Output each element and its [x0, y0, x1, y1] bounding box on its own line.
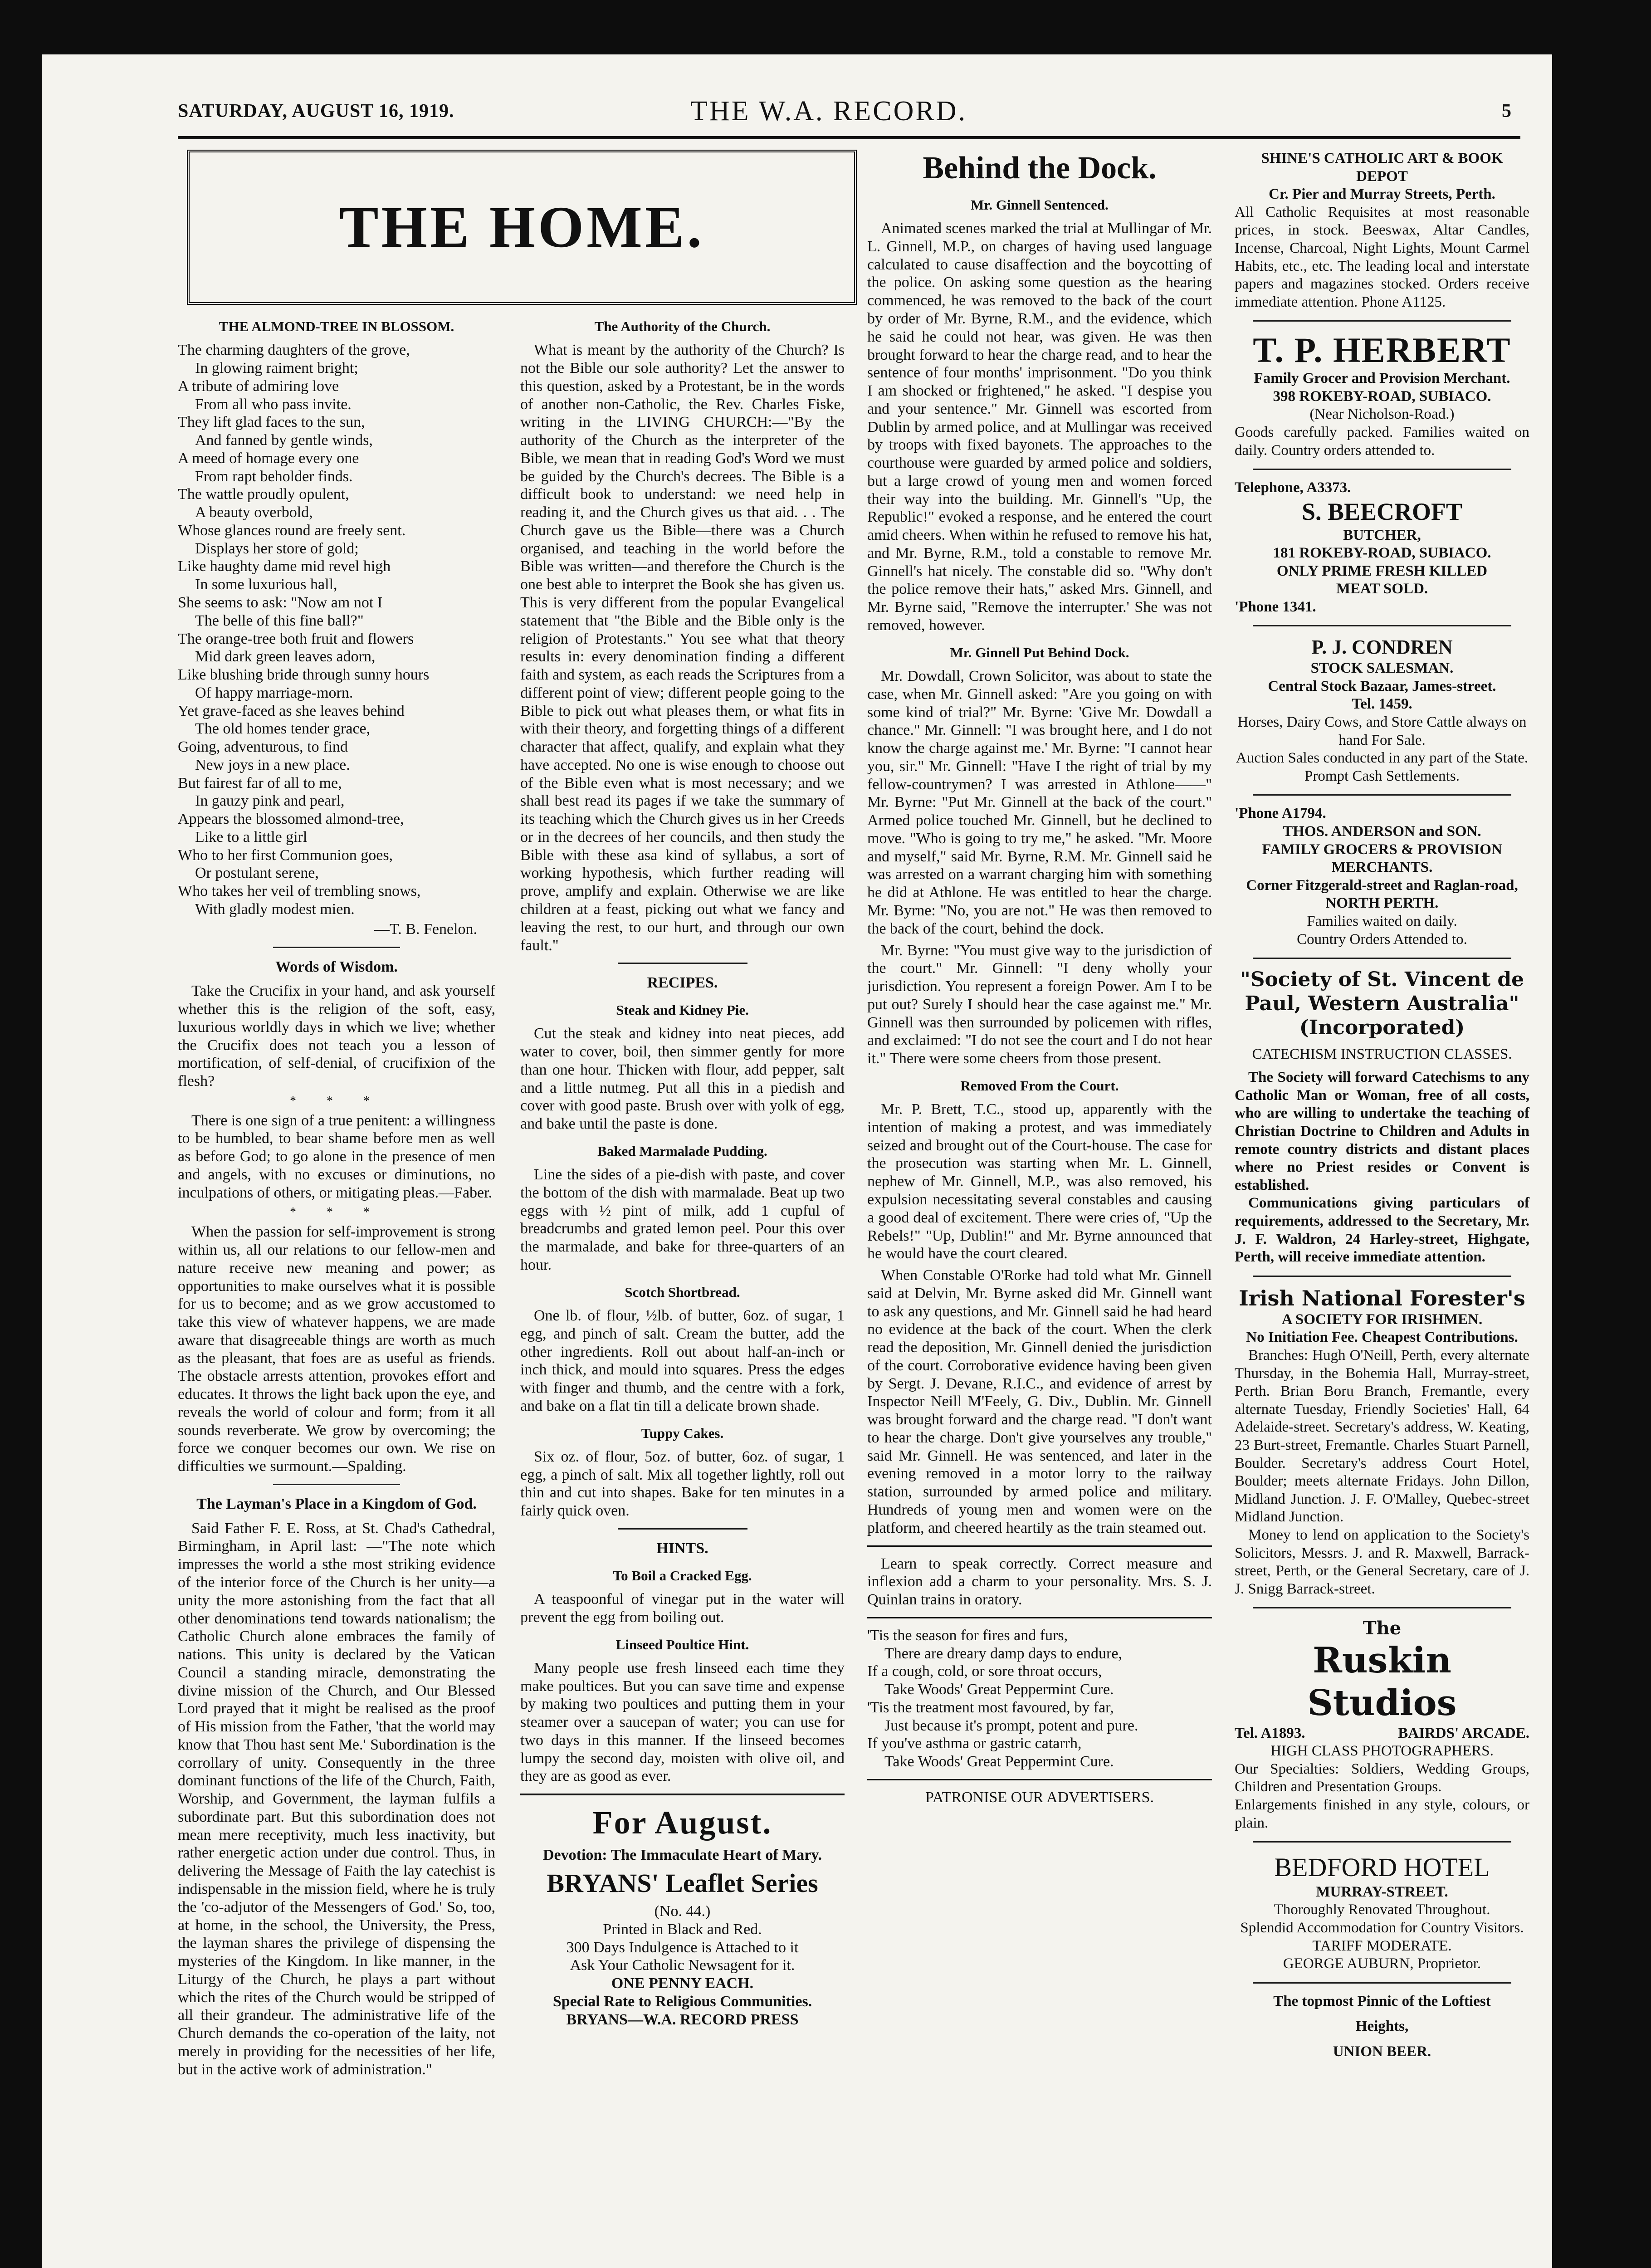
ad-name: UNION BEER. [1333, 2043, 1431, 2060]
article-paragraph: Mr. Byrne: "You must give way to the jurisdiction of the court." Mr. Ginnell: "I deny wholly your jurisdiction. You represent a foreign Power. Am I to be put out? Surely I should hear the case against me." Mr. Ginnell was then surrounded by policemen with rifles, and exclaimed: "I do not see the court and I do not hear it." There were some cheers from those present. [867, 942, 1212, 1067]
ad-address: MURRAY-STREET. [1316, 1883, 1448, 1900]
st-vincent-ad [1235, 968, 1529, 1266]
the-home-banner [187, 150, 857, 305]
ad-text: (Near Nicholson-Road.) [1309, 406, 1455, 423]
verse-line: She seems to ask: "Now am not I [178, 594, 383, 611]
behind-dock-title: Behind the Dock. [923, 151, 1157, 186]
layman-paragraph: Said Father F. E. Ross, at St. Chad's Cathedral, Birmingham, in April last: —"The note which impresses the world a sthe most striking evidence of the interior force of the Church is her unity—a unity the more astonishing from the fact that all other denominations tend towards nationalism; the Catholic Church alone embraces the family of nations. This unity is declared by the Vatican Council a standing miracle, demonstrating the divine mission of the Church, and Our Blessed Lord prayed that it might be realised as the proof of His mission from the Father, 'that the world may know that Thou hast sent Me.' Subordination is the corrollary of unity. Consequently in the three dominant functions of the life of the Church, Faith, Worship, and Government, the layman fulfils a subordinate part. But this subordination does not mean mere receptivity, much less inactivity, but rather energetic action under due control. Thus, in delivering the Message of Faith the lay catechist is indispensable in the mission field, where he is truly the 'co-adjutor of the Messengers of God.' So, too, at home, in the school, the University, the Press, the layman shares the privilege of dispensing the mysteries of the Kingdom. In like manner, in the Liturgy of the Church, he plays a part without which the rites of the Church would be stripped of all their grandeur. The administrative life of the Church demands the co-operation of the laity, not merely in providing for the necessities of her life, but in the active work of administration." [178, 1520, 495, 2078]
ad-text: Enlargements finished in any style, colours, or plain. [1235, 1796, 1529, 1831]
ad-title: STOCK SALESMAN. [1310, 660, 1454, 677]
verse-line: Displays her store of gold; [195, 540, 359, 557]
verse-line: Of happy marriage-morn. [195, 684, 353, 701]
section-rule [867, 1779, 1212, 1780]
verse-line: Who to her first Communion goes, [178, 846, 393, 864]
august-devotion: Devotion: The Immaculate Heart of Mary. [542, 1847, 822, 1864]
recipe-text: Line the sides of a pie-dish with paste, and cover the bottom of the dish with marmalade. Beat up two eggs with ½ pint of milk, add 1 cupful of breadcrumbs and grated lemon peel. Pour this over the marmalade, and bake for three-quarters of an hour. [520, 1166, 845, 1274]
article-paragraph: Mr. Dowdall, Crown Solicitor, was about to state the case, when Mr. Ginnell asked: "Are you going on with some kind of trial?" Mr. Byrne: 'Give Mr. Dowdall a chance." Mr. Ginnell: "I was brought here, and I do not know the charge against me.' Mr. Byrne: "I cannot hear you, sir." Mr. Ginnell: "Have I the right of trial by my fellow-countrymen? I was arrested in Athlone——" Mr. Byrne: "Put Mr. Ginnell at the back of the court." Armed police touched Mr. Ginnell, but he declined to move. "Who is going to try me," he asked. "Mr. Moore and myself," said Mr. Byrne, R.M. Mr. Ginnell said he was arrested on a warrant charging him with something he did at Athlone. He was entitled to hear the charge. Mr. Byrne: "No, you are not." He was then removed to the back of the court, behind the dock. [867, 668, 1212, 937]
recipe-text: Cut the steak and kidney into neat pieces, add water to cover, boil, then simmer gently for more than one hour. Thicken with flour, add pepper, salt and a little nutmeg. Put all this in a piedish and cover with good paste. Brush over with yolk of egg, and bake until the paste is done. [520, 1025, 845, 1133]
recipe-title: Steak and Kidney Pie. [616, 1002, 749, 1018]
ad-name: THOS. ANDERSON and SON. [1283, 823, 1481, 840]
ad-title: HIGH CLASS PHOTOGRAPHERS. [1270, 1743, 1494, 1760]
august-number: (No. 44.) [654, 1903, 711, 1920]
hint-text: Many people use fresh linseed each time they make poultices. But you can save time and expense by making two poultices and putting them in your steamer over a saucepan of water; you can use for two days in this manner. If the linseed becomes lumpy the second day, moisten with olive oil, and they are as good as ever. [520, 1659, 845, 1785]
verse-line: New joys in a new place. [195, 756, 350, 773]
masthead [178, 95, 1511, 127]
ad-text: Country Orders Attended to. [1297, 931, 1467, 948]
ad-title: Family Grocer and Provision Merchant. [1254, 370, 1510, 387]
ad-rule [1253, 1982, 1511, 1984]
ad-name: T. P. HERBERT [1253, 330, 1511, 370]
ad-the: The [1363, 1618, 1402, 1639]
ruskin-ad [1235, 1618, 1529, 1832]
verse-line: In glowing raiment bright; [195, 360, 358, 377]
ad-phone: 'Phone A1794. [1235, 805, 1326, 822]
recipe-title: Scotch Shortbread. [625, 1284, 740, 1300]
subheading: Removed From the Court. [960, 1077, 1119, 1094]
verse-line: The wattle proudly opulent, [178, 486, 349, 503]
ad-title: SHINE'S CATHOLIC ART & BOOK DEPOT [1261, 150, 1503, 185]
verse-line: Take Woods' Great Peppermint Cure. [884, 1681, 1114, 1698]
ad-name: Ruskin Studios [1307, 1640, 1457, 1724]
ad-text: ONLY PRIME FRESH KILLED [1276, 562, 1488, 579]
august-price: ONE PENNY EACH. [611, 1975, 754, 1992]
poem-title: THE ALMOND-TREE IN BLOSSOM. [219, 318, 454, 334]
august-line: Special Rate to Religious Communities. [552, 1993, 812, 2010]
ad-title: CATECHISM INSTRUCTION CLASSES. [1252, 1046, 1512, 1062]
verse-line: But fairest far of all to me, [178, 774, 342, 792]
article-paragraph: Animated scenes marked the trial at Mullingar of Mr. L. Ginnell, M.P., on charges of having used language calculated to cause disaffection and the boycotting of the police. On asking some question as the hearing commenced, he was removed to the back of the court by order of Mr. Byrne, R.M., and the evidence, which he said he could not hear, was given. He was then brought forward to hear the charge read, and to hear the sentence of four months' imprisonment. "Do you think I am shocked or frightened," he asked. "I despise you and your sentence." Mr. Ginnell was escorted from Dublin by armed police, and at Mullingar was received by troops with fixed bayonets. The approaches to the courthouse were guarded by armed police and soldiers, but a large crowd of young men and women forced their way into the building. Mr. Ginnell's "Up, the Republic!" evoked a response, and he entered the court amid cheers. When within he refused to remove his hat, and Mr. Byrne, R.M., told a constable to remove Mr. Ginnell's hat nicely. The constable did so. "Why don't the police remove their hats," asked Mrs. Ginnell, and Mr. Byrne said, "Remove the interrupter.' She was not removed, however. [867, 220, 1212, 634]
hint-title: To Boil a Cracked Egg. [613, 1567, 752, 1584]
ad-rule [1253, 958, 1511, 959]
ad-text: The Society will forward Catechisms to any Catholic Man or Woman, free of all costs, who are willing to undertake the teaching of Christian Doctrine to Children and Adults in remote country districts and distant places where no Priest resides or Convent is established. [1235, 1069, 1529, 1193]
ad-text: Money to lend on application to the Society's Solicitors, Messrs. J. and R. Maxwell, Barrack-street, Perth, or the General Secretary, care of J. J. Snigg Barrack-street. [1235, 1527, 1529, 1597]
ad-rule [1253, 1607, 1511, 1608]
bedford-ad [1235, 1852, 1529, 1973]
verse-line: In some luxurious hall, [195, 576, 337, 593]
august-line: Ask Your Catholic Newsagent for it. [570, 1957, 795, 1974]
divider [618, 1528, 747, 1530]
verse-line: The charming daughters of the grove, [178, 342, 410, 359]
page-number: 5 [1502, 101, 1511, 122]
oratory-notice: Learn to speak correctly. Correct measure and inflexion add a charm to your personality. Mrs. S. J. Quinlan trains in oratory. [867, 1555, 1212, 1608]
verse-line: If you've asthma or gastric catarrh, [867, 1735, 1082, 1752]
verse-line: Mid dark green leaves adorn, [195, 648, 376, 665]
hint-title: Linseed Poultice Hint. [615, 1636, 749, 1652]
subheading: Mr. Ginnell Put Behind Dock. [950, 644, 1129, 660]
verse-line: Yet grave-faced as she leaves behind [178, 702, 405, 719]
ad-text: Heights, [1355, 2018, 1409, 2035]
august-series: BRYANS' Leaflet Series [547, 1868, 818, 1898]
ad-text: Auction Sales conducted in any part of the State. [1236, 750, 1529, 767]
ad-rule [1253, 1841, 1511, 1843]
union-beer-ad [1235, 1993, 1529, 2061]
verse-line: With gladly modest mien. [195, 901, 355, 918]
authority-paragraph: What is meant by the authority of the Church? Is not the Bible our sole authority? Let the answer to this question, asked by a Protestant, be in the words of another non-Catholic, the Rev. Charles Fiske, writing in the LIVING CHURCH:—"By the authority of the Church as the interpreter of the Bible, we mean that in reading God's Word we must be guided by the Church's decrees. The Bible is a difficult book to understand: we need help in reading it, and the Church gives us that aid. . . The Church gave us the Bible—there was a Church organised, and teaching in the world before the Bible was written—and therefore the Church is the one best able to interpret the Book she has given us. This is very different from the popular Evangelical statement that "the Bible and the Bible only is the religion of Protestants." You see what that theory results in: every denomination finding a different faith and system, as each reads the Scriptures from a different point of view; different people going to the Bible to pick out what pleases them, or what fits in with their theory, and forgetting things of a different character that affect, qualify, and explain what they have accepted. No one is wise enough to choose out of the Bible even what is most necessary; and we shall best read its pages if we take the summary of its teaching which the Church gives us in her Creeds or in the decrees of her councils, and then study the Bible with these asa kind of syllabus, a sort of working hypothesis, which further reading will prove, amplify and explain. Otherwise we are like children at a feast, picking out what we fancy and leaving the rest, to our hurt, and through our own fault." [520, 342, 845, 954]
recipes-title: RECIPES. [647, 974, 718, 992]
peppermint-verse [867, 1627, 1212, 1771]
ad-text: Branches: Hugh O'Neill, Perth, every alternate Thursday, in the Bohemia Hall, Murray-street, Perth. Brian Boru Branch, Fremantle, every alternate Tuesday, Friendly Societies' Hall, 64 Adelaide-street. Secretary's address, W. Keating, 23 Burt-street, Fremantle. Charles Stuart Parnell, Boulder. Secretary's address Court Hotel, Boulder; meets alternate Fridays. John Dillon, Midland Junction. J. F. O'Malley, Quebec-street Midland Junction. [1235, 1347, 1529, 1525]
column-2 [520, 308, 845, 2028]
column-1 [178, 308, 495, 2082]
herbert-ad [1235, 331, 1529, 459]
separator-stars: * * * [290, 1094, 383, 1108]
ad-address: 398 ROKEBY-ROAD, SUBIACO. [1273, 388, 1491, 405]
august-line: 300 Days Indulgence is Attached to it [566, 1939, 799, 1956]
ad-phone: Tel. 1459. [1352, 696, 1412, 713]
wisdom-title: Words of Wisdom. [275, 958, 398, 975]
verse-line: A meed of homage every one [178, 450, 359, 467]
ad-text: Thoroughly Renovated Throughout. [1274, 1901, 1490, 1918]
hints-title: HINTS. [656, 1540, 708, 1557]
verse-line: If a cough, cold, or sore throat occurs, [867, 1663, 1102, 1680]
ad-text: MEAT SOLD. [1336, 581, 1428, 597]
article-paragraph: Mr. P. Brett, T.C., stood up, apparently with the intention of making a protest, and was immediately seized and brought out of the Court-house. The case for the prosecution was starting when Mr. L. Ginnell, nephew of Mr. Ginnell, M.P., was also removed, his expulsion necessitating several constables and causing a good deal of excitement. There were cries of, "Up the Rebels!" "Up, Dublin!" and Mr. Byrne announced that he would have the court cleared. [867, 1101, 1212, 1262]
ad-title: FAMILY GROCERS & PROVISION MERCHANTS. [1262, 841, 1502, 876]
ad-rule [1253, 1276, 1511, 1277]
ad-phone: Telephone, A3373. [1235, 479, 1351, 496]
divider [618, 963, 747, 964]
beecroft-ad [1235, 479, 1529, 616]
verse-line: A beauty overbold, [195, 504, 313, 521]
ad-text: Splendid Accommodation for Country Visitors. [1240, 1919, 1524, 1936]
verse-line: From all who pass invite. [195, 396, 352, 413]
layman-title: The Layman's Place in a Kingdom of God. [196, 1495, 477, 1512]
anderson-ad [1235, 805, 1529, 948]
recipe-title: Tuppy Cakes. [641, 1425, 724, 1441]
august-publisher: BRYANS—W.A. RECORD PRESS [566, 2011, 799, 2028]
verse-line: Just because it's prompt, potent and pure. [884, 1717, 1138, 1734]
ad-text: TARIFF MODERATE. [1312, 1937, 1452, 1954]
august-title: For August. [592, 1804, 772, 1841]
column-3 [867, 150, 1212, 1807]
verse-line: 'Tis the treatment most favoured, by far, [867, 1699, 1114, 1716]
authority-title: The Authority of the Church. [594, 318, 771, 334]
ad-rule [1253, 625, 1511, 626]
ad-title: A SOCIETY FOR IRISHMEN. [1281, 1311, 1483, 1328]
ad-address: Cr. Pier and Murray Streets, Perth. [1269, 186, 1495, 203]
ad-phone: Tel. A1893. [1235, 1725, 1305, 1741]
ad-rule [1253, 794, 1511, 796]
ad-phone: 'Phone 1341. [1235, 598, 1316, 615]
ad-name: P. J. CONDREN [1311, 636, 1453, 659]
condren-ad [1235, 635, 1529, 785]
verse-line: Going, adventurous, to find [178, 738, 348, 756]
recipe-text: Six oz. of flour, 5oz. of butter, 6oz. of sugar, 1 egg, a pinch of salt. Mix all together lightly, roll out thin and cut into shapes. Bake for ten minutes in a fairly quick oven. [520, 1448, 845, 1520]
ad-text: Our Specialties: Soldiers, Wedding Groups, Children and Presentation Groups. [1235, 1760, 1529, 1795]
ad-text: Horses, Dairy Cows, and Store Cattle always on hand For Sale. [1237, 714, 1527, 748]
ad-address: Corner Fitzgerald-street and Raglan-road, NORTH PERTH. [1246, 877, 1518, 912]
ad-text: Families waited on daily. [1307, 913, 1457, 929]
verse-line: Or postulant serene, [195, 865, 319, 882]
hint-text: A teaspoonful of vinegar put in the water will prevent the egg from boiling out. [520, 1591, 845, 1626]
for-august-ad [520, 1804, 845, 2028]
foresters-ad [1235, 1286, 1529, 1598]
ad-title: BUTCHER, [1343, 527, 1421, 543]
ad-text: Goods carefully packed. Families waited on daily. Country orders attended to. [1235, 424, 1529, 459]
masthead-rule [178, 136, 1520, 139]
ad-text: Communications giving particulars of requirements, addressed to the Secretary, Mr. J. F. Waldron, 24 Harley-street, Highgate, Perth, will receive immediate attention. [1235, 1195, 1529, 1266]
verse-line: The orange-tree both fruit and flowers [178, 630, 414, 647]
verse-line: From rapt beholder finds. [195, 468, 353, 485]
verse-line: And fanned by gentle winds, [195, 432, 373, 449]
ad-rule [1253, 469, 1511, 470]
column-4 [1235, 150, 1529, 2061]
ad-text: Prompt Cash Settlements. [1304, 767, 1460, 784]
verse-line: Like blushing bride through sunny hours [178, 666, 430, 684]
issue-date: SATURDAY, AUGUST 16, 1919. [178, 101, 454, 122]
verse-line: Whose glances round are freely sent. [178, 522, 406, 539]
ad-rule [1253, 320, 1511, 322]
ad-name: S. BEECROFT [1301, 498, 1463, 525]
recipe-title: Baked Marmalade Pudding. [597, 1143, 767, 1159]
section-rule [520, 1794, 845, 1795]
verse-line: A tribute of admiring love [178, 377, 339, 395]
the-home-heading: THE HOME. [339, 195, 705, 260]
separator-stars: * * * [290, 1205, 383, 1220]
section-rule [867, 1617, 1212, 1618]
ad-text: The topmost Pinnic of the Loftiest [1273, 1993, 1491, 2009]
verse-line: There are dreary damp days to endure, [884, 1645, 1122, 1662]
verse-line: The old homes tender grace, [195, 720, 371, 738]
ad-name: Irish National Forester's [1239, 1286, 1525, 1310]
poem-almond-tree [178, 341, 495, 919]
ad-name: "Society of St. Vincent de Paul, Western Australia" (Incorporated) [1240, 968, 1524, 1039]
verse-line: Appears the blossomed almond-tree, [178, 811, 404, 828]
ad-text: GEORGE AUBURN, Proprietor. [1283, 1955, 1481, 1972]
shines-ad [1235, 150, 1529, 311]
ad-name: BEDFORD HOTEL [1274, 1853, 1490, 1882]
verse-line: Who takes her veil of trembling snows, [178, 883, 421, 900]
subheading: Mr. Ginnell Sentenced. [971, 196, 1109, 213]
ad-address: Central Stock Bazaar, James-street. [1268, 678, 1496, 694]
ad-contact-row [1235, 1725, 1529, 1743]
verse-line: Take Woods' Great Peppermint Cure. [884, 1753, 1114, 1770]
verse-line: Like haughty dame mid revel high [178, 558, 391, 575]
section-rule [867, 1545, 1212, 1547]
verse-line: In gauzy pink and pearl, [195, 792, 345, 810]
newspaper-title: THE W.A. RECORD. [690, 95, 967, 127]
wisdom-paragraph: When the passion for self-improvement is strong within us, all our relations to our fellow-men and nature receive new meaning and power; as opportunities to make ourselves what it is possible for us to become; and as we grow accustomed to take this view of whatever happens, we are made aware that disagreeable things are worth as much as the pleasant, that foes are as useful as friends. The obstacle arrests attention, provokes effort and educates. It throws the light back upon the eye, and reveals the world of colour and form; from it all sounds reverberate. We grow by overcoming; the force we conquer becomes our own. We rise on difficulties we surmount.—Spalding. [178, 1223, 495, 1475]
divider [273, 947, 400, 948]
august-line: Printed in Black and Red. [603, 1921, 762, 1938]
newspaper-page [42, 54, 1552, 2268]
wisdom-paragraph: Take the Crucifix in your hand, and ask yourself whether this is the religion of the soft, easy, luxurious worldly days in which we live; whether the Crucifix does not teach you a lesson of mortification, of self-denial, of crucifixion of the flesh? [178, 982, 495, 1090]
ad-address: 181 ROKEBY-ROAD, SUBIACO. [1273, 545, 1491, 562]
recipe-text: One lb. of flour, ½lb. of butter, 6oz. of sugar, 1 egg, and pinch of salt. Cream the butter, add the other ingredients. Roll out about half-an-inch or inch thick, and mould into squares. Press the edges with finger and thumb, and the centre with a fork, and bake on a flat tin till a delicate brown shade. [520, 1307, 845, 1414]
verse-line: Like to a little girl [195, 828, 308, 846]
wisdom-paragraph: There is one sign of a true penitent: a willingness to be humbled, to bear shame before men as well as before God; to go alone in the presence of men and angels, with no excuses or diminutions, no inculpations of others, or mitigating pleas.—Faber. [178, 1112, 495, 1201]
poem-signature: —T. B. Fenelon. [374, 920, 477, 938]
ad-address: BAIRDS' ARCADE. [1398, 1725, 1529, 1741]
ad-text: All Catholic Requisites at most reasonable prices, in stock. Beeswax, Altar Candles, Incense, Charcoal, Night Lights, Mount Carmel Habits, etc., etc. The leading local and interstate papers and magazines stocked. Orders receive immediate attention. Phone A1125. [1235, 204, 1529, 310]
article-paragraph: When Constable O'Rorke had told what Mr. Ginnell said at Delvin, Mr. Byrne asked did Mr. Ginnell want to ask any questions, and Mr. Ginnell said he had heard no evidence at the back of the court. When the clerk read the deposition, Mr. Ginnell denied the jurisdiction of the court. Corroborative evidence having been given by Sergt. J. Devane, R.I.C., and evidence of arrest by Inspector Neill M'Feely, G. Div., Dublin. Mr. Ginnell was brought forward and the charge read. "I don't want to hear the charge. Don't give yourselves any trouble," said Mr. Ginnell. He was sentenced, and later in the evening removed in a motor lorry to the railway station, surrounded by armed police and military. Hundreds of young men and women were on the platform, and cheered heartily as the train steamed out. [867, 1267, 1212, 1536]
verse-line: The belle of this fine ball?" [195, 612, 364, 629]
patronise-notice: PATRONISE OUR ADVERTISERS. [925, 1789, 1154, 1806]
verse-line: 'Tis the season for fires and furs, [867, 1627, 1068, 1644]
ad-text: No Initiation Fee. Cheapest Contributions. [1246, 1329, 1518, 1346]
divider [273, 1484, 400, 1485]
verse-line: They lift glad faces to the sun, [178, 414, 365, 431]
